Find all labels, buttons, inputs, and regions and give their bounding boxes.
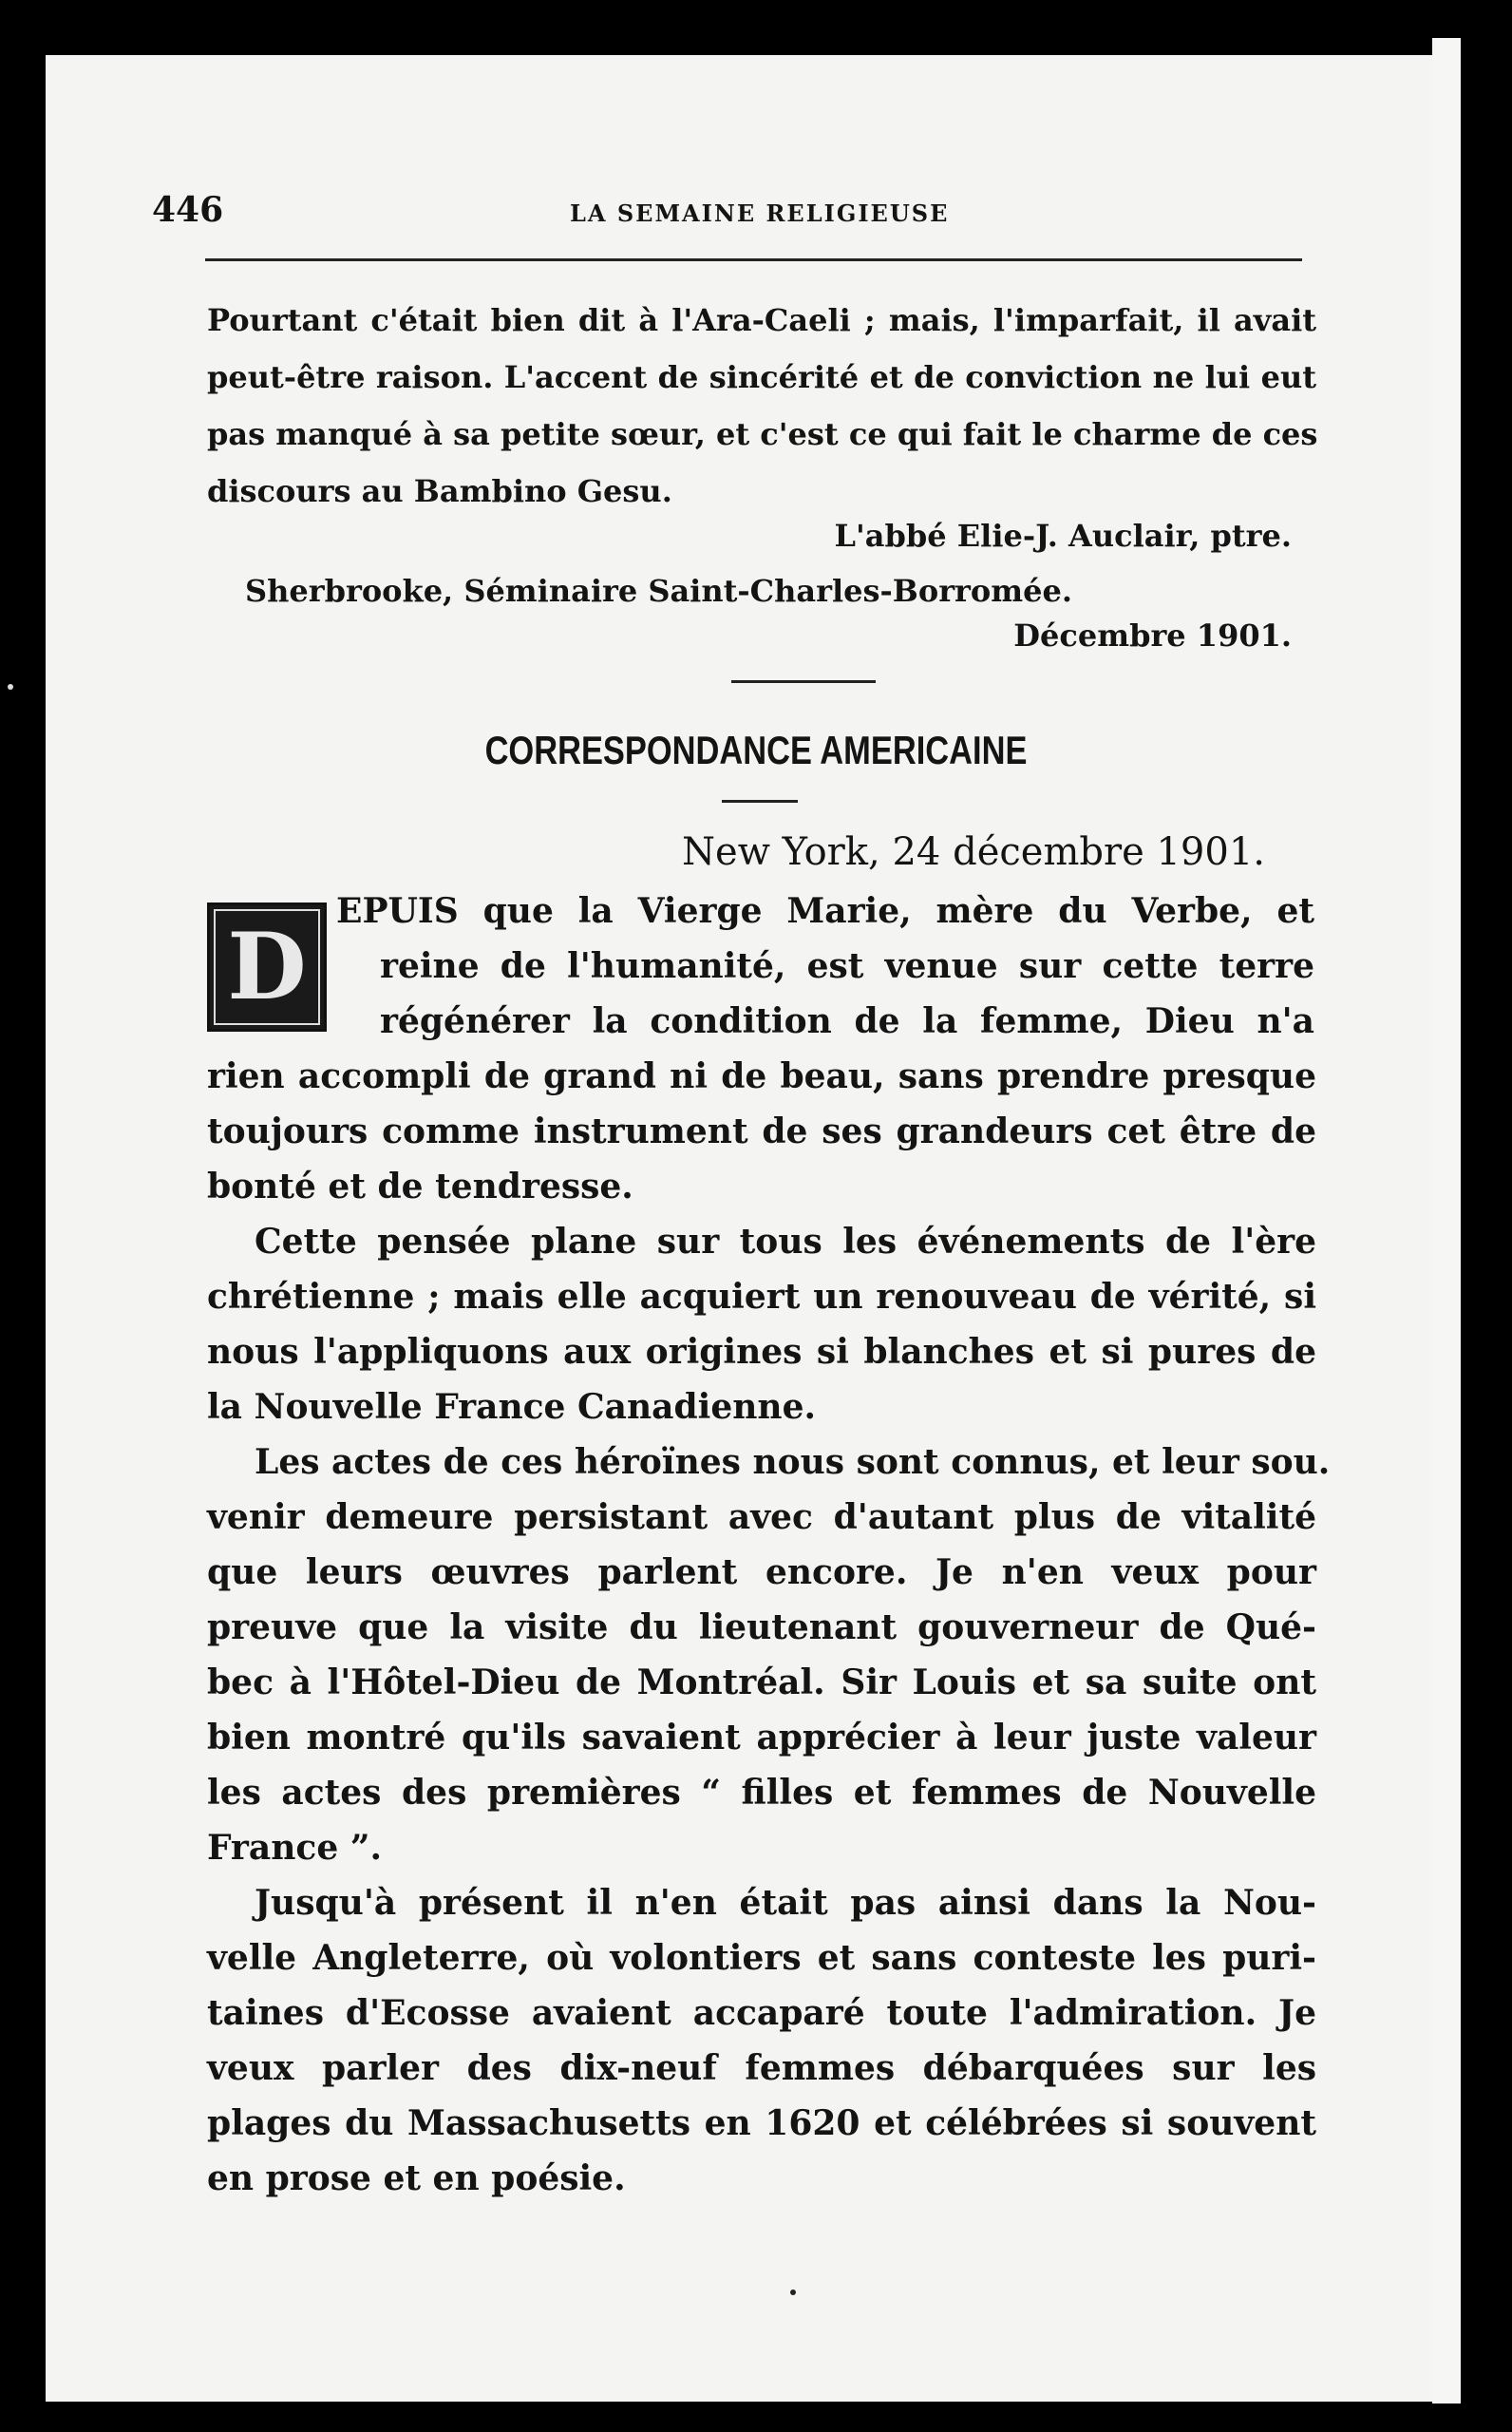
signature-place: Sherbrooke, Séminaire Saint-Charles-Borromée.	[245, 573, 1072, 609]
article-line: velle Angleterre, où volontiers et sans conteste les puri-	[207, 1938, 1316, 1978]
ornamental-dropcap	[207, 902, 327, 1032]
dropcap-line-1: EPUIS que la Vierge Marie, mère du Verbe, et	[336, 891, 1314, 931]
article-line: Jusqu'à présent il n'en était pas ainsi dans la Nou-	[255, 1883, 1316, 1923]
article-line: France ”.	[207, 1828, 382, 1868]
article-line: la Nouvelle France Canadienne.	[207, 1387, 817, 1427]
signature-date: Décembre 1901.	[1013, 618, 1292, 654]
article-line: bonté et de tendresse.	[207, 1167, 633, 1206]
article-line: preuve que la visite du lieutenant gouverneur de Qué-	[207, 1607, 1316, 1647]
article-line: rien accompli de grand ni de beau, sans prendre presque	[207, 1056, 1316, 1096]
intro-line-2: peut-être raison. L'accent de sincérité et de conviction ne lui eut	[207, 359, 1316, 395]
intro-line-4: discours au Bambino Gesu.	[207, 473, 672, 509]
intro-line-3: pas manqué à sa petite sœur, et c'est ce qui fait le charme de ces	[207, 416, 1318, 452]
article-line: plages du Massachusetts en 1620 et célébrées si souvent	[207, 2103, 1316, 2143]
article-line: bien montré qu'ils savaient apprécier à leur juste valeur	[207, 1718, 1316, 1758]
dropcap-line-3: régénérer la condition de la femme, Dieu n'a	[380, 1001, 1314, 1041]
intro-line-1: Pourtant c'était bien dit à l'Ara-Caeli ; mais, l'imparfait, il avait	[207, 302, 1316, 338]
signature: L'abbé Elie-J. Auclair, ptre.	[834, 518, 1292, 554]
article-line: chrétienne ; mais elle acquiert un renouveau de vérité, si	[207, 1277, 1316, 1317]
header-rule	[205, 258, 1302, 261]
article-line: les actes des premières “ filles et femmes de Nouvelle	[207, 1773, 1316, 1813]
section-separator	[731, 680, 876, 683]
article-title: CORRESPONDANCE AMERICAINE	[484, 728, 1028, 772]
adjacent-page-edge	[1432, 38, 1461, 2404]
page-number: 446	[152, 190, 224, 230]
dropcap-line-2: reine de l'humanité, est venue sur cette terre	[380, 946, 1314, 986]
paper-speck	[8, 684, 13, 690]
article-line: venir demeure persistant avec d'autant plus de vitalité	[207, 1497, 1316, 1537]
article-line: bec à l'Hôtel-Dieu de Montréal. Sir Louis et sa suite ont	[207, 1662, 1316, 1702]
article-line: toujours comme instrument de ses grandeurs cet être de	[207, 1112, 1316, 1151]
article-line: que leurs œuvres parlent encore. Je n'en veux pour	[207, 1552, 1316, 1592]
article-line: Cette pensée plane sur tous les événements de l'ère	[255, 1222, 1316, 1262]
article-line: veux parler des dix-neuf femmes débarquées sur les	[207, 2048, 1316, 2088]
page-header	[152, 190, 1292, 238]
article-line: nous l'appliquons aux origines si blanches et si pures de	[207, 1332, 1316, 1372]
article-dateline: New York, 24 décembre 1901.	[682, 830, 1265, 874]
article-line: taines d'Ecosse avaient accaparé toute l'admiration. Je	[207, 1993, 1316, 2033]
title-underline	[722, 800, 798, 803]
article-line: en prose et en poésie.	[207, 2158, 626, 2198]
dropcap-letter: D	[214, 909, 320, 1025]
paper-speck	[790, 2290, 796, 2295]
running-head: LA SEMAINE RELIGIEUSE	[570, 200, 950, 227]
article-line: Les actes de ces héroïnes nous sont connus, et leur sou.	[255, 1442, 1331, 1482]
